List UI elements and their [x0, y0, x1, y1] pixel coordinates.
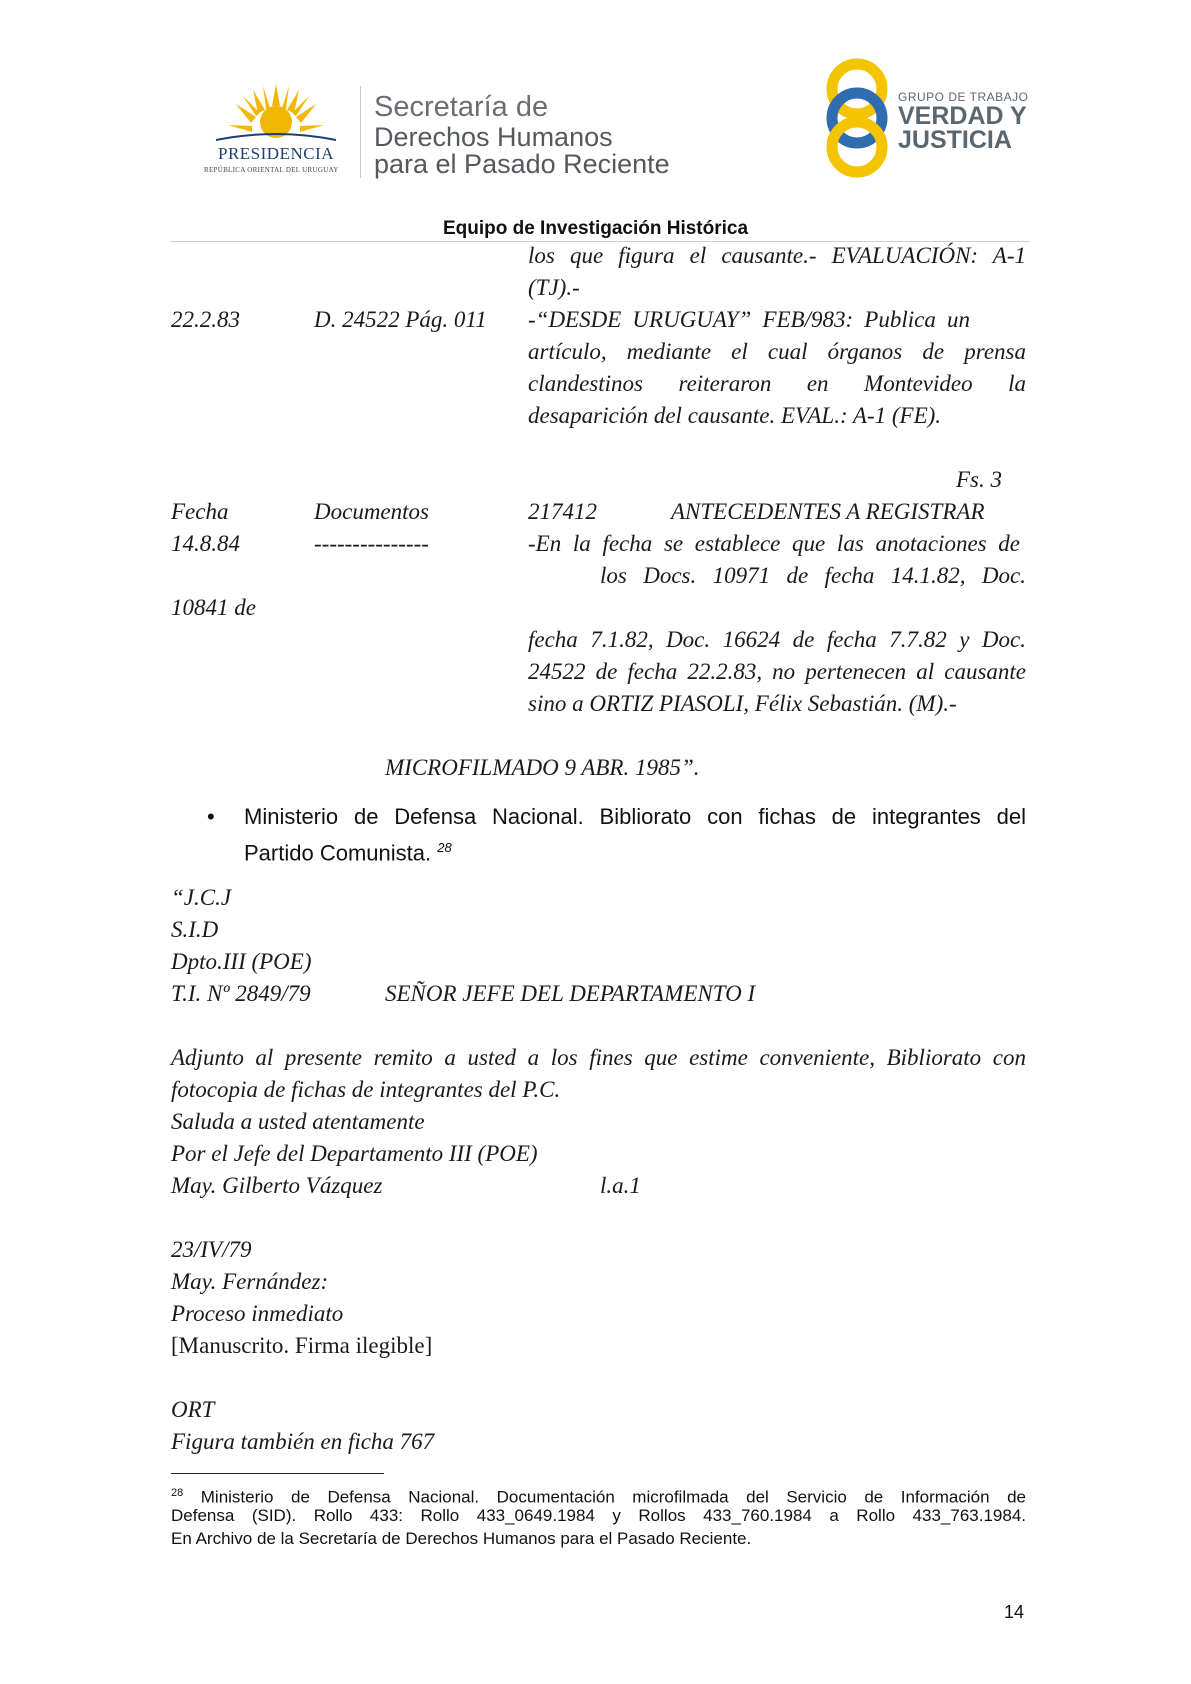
presidencia-wordmark: PRESIDENCIA: [218, 144, 335, 163]
team-heading: Equipo de Investigación Histórica: [442, 218, 749, 239]
grupo-de-trabajo-label: GRUPO DE TRABAJO: [898, 90, 1029, 104]
letter-saluda: Saluda a usted atentamente: [171, 1109, 425, 1134]
record84-left-fragment: 10841 de: [171, 595, 256, 620]
letter-may-fernandez: May. Fernández:: [171, 1269, 329, 1294]
bullet-dot: •: [207, 804, 215, 829]
footnote-text-1: Ministerio de Defensa Nacional. Documentación microfilmada del Servicio de Información de: [200, 1487, 1026, 1507]
letter-addressee: SEÑOR JEFE DEL DEPARTAMENTO I: [385, 981, 756, 1006]
letter-signer: May. Gilberto Vázquez: [171, 1173, 383, 1198]
cont-line-1: los que figura el causante.- EVALUACIÓN: A-1: [528, 243, 1026, 268]
presidencia-logo: [196, 80, 356, 180]
record84-line-3: fecha 7.1.82, Doc. 16624 de fecha 7.7.82 y Doc.: [528, 627, 1026, 652]
record-doc: D. 24522 Pág. 011: [314, 307, 487, 332]
footnote-line-3: En Archivo de la Secretaría de Derechos Humanos para el Pasado Reciente.: [171, 1529, 752, 1548]
logo-divider: [360, 86, 361, 178]
sun-emblem-icon: [196, 80, 356, 150]
folio-number: Fs. 3: [956, 467, 1002, 492]
record84-line-5: sino a ORTIZ PIASOLI, Félix Sebastián. (M).-: [528, 691, 957, 716]
col-number: 217412: [528, 499, 597, 524]
cont-line-2: (TJ).-: [528, 275, 580, 300]
letter-manuscrito-note: [Manuscrito. Firma ilegible]: [171, 1333, 433, 1358]
microfilmado-stamp: MICROFILMADO 9 ABR. 1985”.: [385, 755, 700, 780]
letter-ti-number: T.I. Nº 2849/79: [171, 981, 311, 1006]
letter-body-1: Adjunto al presente remito a usted a los fines que estime conveniente, Bibliorato con: [171, 1045, 1026, 1070]
record-text-3: clandestinos reiteraron en Montevideo la: [528, 371, 1026, 396]
verdad-label: VERDAD Y: [898, 102, 1027, 130]
col-fecha: Fecha: [171, 499, 229, 524]
col-antecedentes: ANTECEDENTES A REGISTRAR: [671, 499, 985, 524]
record84-dashes: ---------------: [314, 531, 429, 556]
record-text-2: artículo, mediante el cual órganos de prensa: [528, 339, 1026, 364]
letter-por: Por el Jefe del Departamento III (POE): [171, 1141, 538, 1166]
letter-proceso: Proceso inmediato: [171, 1301, 344, 1326]
letter-ort: ORT: [171, 1397, 215, 1422]
bullet-line-1: Ministerio de Defensa Nacional. Bibliorato con fichas de integrantes del: [244, 804, 1026, 829]
letter-date: 23/IV/79: [171, 1237, 252, 1262]
footnote-number: 28: [171, 1487, 184, 1499]
record84-line-1: -En la fecha se establece que las anotaciones de: [528, 531, 1020, 556]
presidencia-subtitle: REPÚBLICA ORIENTAL DEL URUGUAY: [204, 166, 339, 174]
record-text-1: -“DESDE URUGUAY” FEB/983: Publica un: [528, 307, 970, 332]
col-documentos: Documentos: [314, 499, 429, 524]
footnote-separator: [171, 1473, 384, 1474]
letter-body-2: fotocopia de fichas de integrantes del P.C.: [171, 1077, 561, 1102]
record-text-4: desaparición del causante. EVAL.: A-1 (FE).: [528, 403, 942, 428]
letter-la1: l.a.1: [600, 1173, 641, 1198]
secretaria-line1: Secretaría de: [374, 91, 549, 123]
justicia-label: JUSTICIA: [898, 126, 1012, 154]
bullet-line-2-text: Partido Comunista.: [244, 840, 432, 866]
secretaria-line2: Derechos Humanos: [374, 122, 613, 152]
record-date: 22.2.83: [171, 307, 240, 332]
record84-line-2: los Docs. 10971 de fecha 14.1.82, Doc.: [600, 563, 1026, 588]
letter-figura: Figura también en ficha 767: [171, 1429, 435, 1454]
letter-sid: S.I.D: [171, 917, 219, 942]
footnote-ref: 28: [437, 840, 452, 855]
verdad-justicia-rings-icon: [822, 56, 892, 180]
letter-jcj: “J.C.J: [171, 885, 232, 910]
footnote-line-2: Defensa (SID). Rollo 433: Rollo 433_0649.1984 y Rollos 433_760.1984 a Rollo 433_763.1984.: [171, 1506, 1026, 1525]
letter-dpto: Dpto.III (POE): [171, 949, 312, 974]
record84-date: 14.8.84: [171, 531, 240, 556]
record84-line-4: 24522 de fecha 22.2.83, no pertenecen al causante: [528, 659, 1026, 684]
bullet-line-2: [244, 832, 452, 868]
secretaria-line3: para el Pasado Reciente: [374, 149, 670, 179]
page-number: 14: [1004, 1602, 1025, 1622]
